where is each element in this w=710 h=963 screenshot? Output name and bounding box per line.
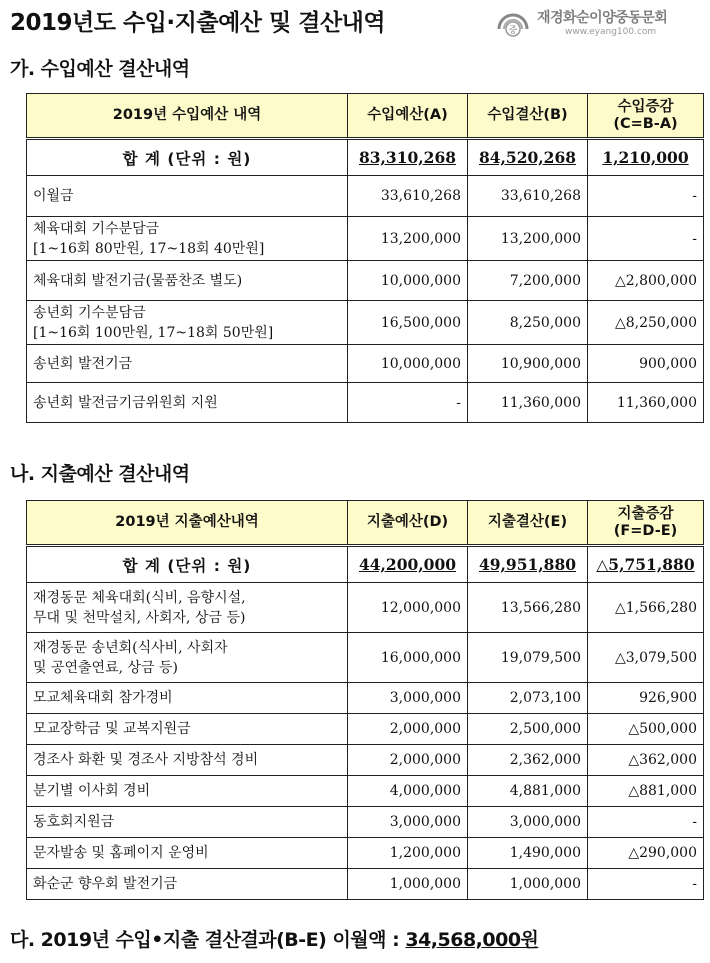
income-row-label: 체육대회 기수분담금 [1~16회 80만원, 17~18회 40만원] (27, 217, 348, 261)
expense-row-b: 19,079,500 (468, 633, 588, 683)
expense-row-b: 4,881,000 (468, 776, 588, 807)
expense-row-c: △500,000 (588, 714, 704, 745)
expense-row-a: 12,000,000 (348, 583, 468, 633)
expense-row-label: 재경동문 체육대회(식비, 음향시설, 무대 및 천막설치, 사회자, 상금 등) (27, 583, 348, 633)
expense-row-label: 경조사 화환 및 경조사 지방참석 경비 (27, 745, 348, 776)
carryover-amount: 34,568,000원 (405, 929, 539, 951)
expense-total-label: 합 계 (단위 : 원) (27, 546, 348, 583)
expense-row-a: 2,000,000 (348, 745, 468, 776)
expense-row-a: 2,000,000 (348, 714, 468, 745)
income-row-label: 송년회 발전금기금위원회 지원 (27, 383, 348, 423)
expense-row-a: 3,000,000 (348, 807, 468, 838)
income-row-a: 33,610,268 (348, 176, 468, 217)
income-total-label: 합 계 (단위 : 원) (27, 139, 348, 176)
expense-row-b: 2,073,100 (468, 683, 588, 714)
expense-row-b: 2,500,000 (468, 714, 588, 745)
carryover-summary (10, 925, 538, 952)
table-row (27, 714, 704, 745)
expense-row-a: 1,200,000 (348, 838, 468, 869)
income-section-heading: 가. 수입예산 결산내역 (10, 58, 190, 80)
expense-row-c: △1,566,280 (588, 583, 704, 633)
expense-row-b: 1,000,000 (468, 869, 588, 900)
expense-row-label: 문자발송 및 홈페이지 운영비 (27, 838, 348, 869)
expense-row-label: 동호회지원금 (27, 807, 348, 838)
income-row-a: 13,200,000 (348, 217, 468, 261)
logo-mark-icon (495, 5, 531, 39)
table-row (27, 583, 704, 633)
table-row (27, 633, 704, 683)
income-total-c: 1,210,000 (602, 148, 689, 167)
expense-row-c: △290,000 (588, 838, 704, 869)
expense-row-c: 926,900 (588, 683, 704, 714)
income-header-actual: 수입결산(B) (468, 94, 588, 139)
expense-total-a: 44,200,000 (358, 555, 457, 574)
table-row (27, 807, 704, 838)
table-row (27, 869, 704, 900)
income-row-b: 13,200,000 (468, 217, 588, 261)
expense-header-diff: 지출증감 (F=D-E) (588, 501, 704, 546)
income-total-b: 84,520,268 (478, 148, 577, 167)
income-row-label: 송년회 발전기금 (27, 345, 348, 383)
expense-row-c: △362,000 (588, 745, 704, 776)
expense-row-b: 13,566,280 (468, 583, 588, 633)
table-row (27, 838, 704, 869)
expense-row-c: - (588, 807, 704, 838)
income-row-a: 10,000,000 (348, 261, 468, 301)
table-row (27, 217, 704, 261)
page-title: 2019년도 수입·지출예산 및 결산내역 (10, 10, 386, 36)
expense-header-actual: 지출결산(E) (468, 501, 588, 546)
income-total-a: 83,310,268 (358, 148, 457, 167)
expense-row-label: 분기별 이사회 경비 (27, 776, 348, 807)
income-table (26, 93, 704, 423)
expense-total-row (27, 546, 704, 583)
income-header-item: 2019년 수입예산 내역 (27, 94, 348, 139)
logo-name: 재경화순이양중동문회 (537, 10, 668, 26)
income-row-a: 16,500,000 (348, 301, 468, 345)
table-row (27, 261, 704, 301)
table-row (27, 301, 704, 345)
carryover-label: 다. 2019년 수입•지출 결산결과(B-E) 이월액 : (10, 929, 406, 951)
income-row-b: 7,200,000 (468, 261, 588, 301)
income-row-b: 11,360,000 (468, 383, 588, 423)
expense-row-a: 4,000,000 (348, 776, 468, 807)
expense-row-label: 모교장학금 및 교복지원금 (27, 714, 348, 745)
expense-row-c: △881,000 (588, 776, 704, 807)
table-row (27, 776, 704, 807)
expense-row-label: 화순군 향우회 발전기금 (27, 869, 348, 900)
expense-header-item: 2019년 지출예산내역 (27, 501, 348, 546)
income-row-a: - (348, 383, 468, 423)
income-row-label: 체육대회 발전기금(물품찬조 별도) (27, 261, 348, 301)
expense-row-b: 1,490,000 (468, 838, 588, 869)
expense-row-c: - (588, 869, 704, 900)
income-row-c: 11,360,000 (588, 383, 704, 423)
income-row-a: 10,000,000 (348, 345, 468, 383)
table-row (27, 176, 704, 217)
income-row-b: 8,250,000 (468, 301, 588, 345)
expense-row-c: △3,079,500 (588, 633, 704, 683)
logo-url: www.eyang100.com (565, 27, 657, 37)
table-row (27, 683, 704, 714)
table-row (27, 745, 704, 776)
expense-row-a: 1,000,000 (348, 869, 468, 900)
expense-section-heading: 나. 지출예산 결산내역 (10, 463, 190, 485)
income-row-b: 33,610,268 (468, 176, 588, 217)
expense-row-a: 16,000,000 (348, 633, 468, 683)
expense-row-b: 2,362,000 (468, 745, 588, 776)
income-row-label: 송년회 기수분담금 [1~16회 100만원, 17~18회 50만원] (27, 301, 348, 345)
income-row-c: △2,800,000 (588, 261, 704, 301)
expense-table (26, 500, 704, 900)
expense-total-c: △5,751,880 (596, 555, 695, 574)
income-header-diff: 수입증감 (C=B-A) (588, 94, 704, 139)
income-header-budget: 수입예산(A) (348, 94, 468, 139)
table-row (27, 383, 704, 423)
income-total-row (27, 139, 704, 176)
expense-total-b: 49,951,880 (478, 555, 577, 574)
income-row-c: 900,000 (588, 345, 704, 383)
expense-row-label: 모교체육대회 참가경비 (27, 683, 348, 714)
expense-row-b: 3,000,000 (468, 807, 588, 838)
income-row-c: - (588, 176, 704, 217)
income-row-label: 이월금 (27, 176, 348, 217)
expense-row-label: 재경동문 송년회(식사비, 사회자 및 공연출연료, 상금 등) (27, 633, 348, 683)
table-row (27, 345, 704, 383)
svg-text:중: 중 (508, 26, 518, 36)
income-row-b: 10,900,000 (468, 345, 588, 383)
expense-header-budget: 지출예산(D) (348, 501, 468, 546)
organization-logo (495, 3, 705, 43)
expense-row-a: 3,000,000 (348, 683, 468, 714)
income-row-c: △8,250,000 (588, 301, 704, 345)
income-row-c: - (588, 217, 704, 261)
